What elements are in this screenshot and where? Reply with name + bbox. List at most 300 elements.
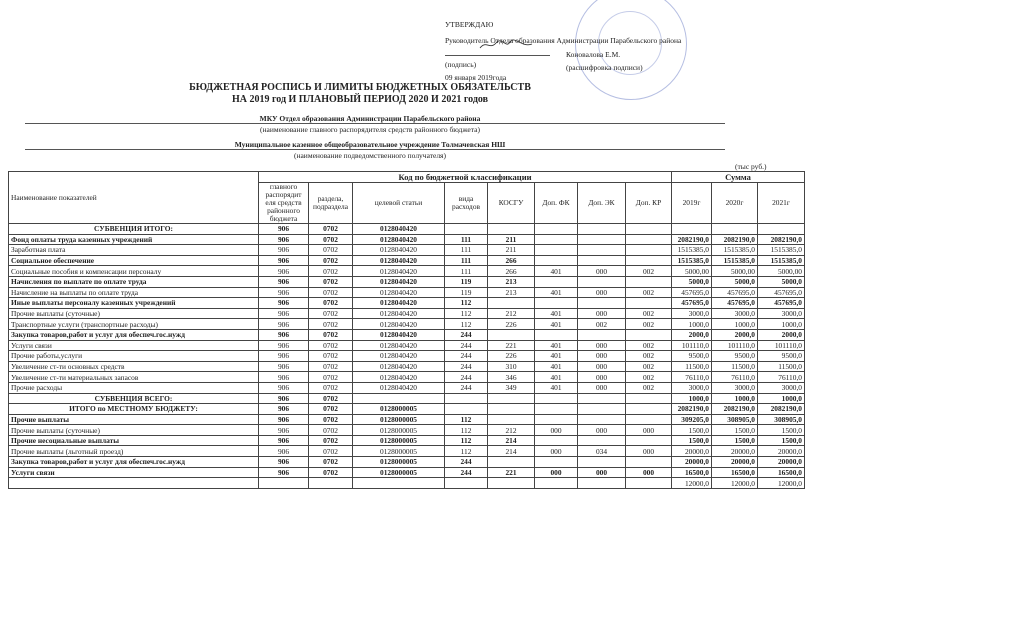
doc-title-line2: НА 2019 год И ПЛАНОВЫЙ ПЕРИОД 2020 И 2021 годов	[231, 94, 489, 105]
row-cell: 906	[259, 287, 309, 298]
row-cell	[535, 329, 578, 340]
row-cell: 457695,0	[672, 287, 712, 298]
row-cell: 213	[488, 276, 535, 287]
signature-name: Коновалова Е.М.	[566, 50, 621, 59]
row-cell: 0702	[309, 372, 353, 383]
row-cell: 20000,0	[758, 457, 805, 468]
row-cell: 906	[259, 467, 309, 478]
table-row	[9, 414, 805, 425]
doc-title-line1: БЮДЖЕТНАЯ РОСПИСЬ И ЛИМИТЫ БЮДЖЕТНЫХ ОБЯЗАТЕЛЬСТВ	[189, 82, 531, 93]
row-cell: 0702	[309, 435, 353, 446]
row-cell	[626, 255, 672, 266]
row-cell	[535, 457, 578, 468]
col-header: 2019г	[672, 183, 712, 224]
table-row	[9, 245, 805, 256]
row-cell: 214	[488, 435, 535, 446]
row-cell: 5000,0	[758, 276, 805, 287]
row-name: Услуги связи	[9, 340, 259, 351]
row-cell: 2082190,0	[758, 234, 805, 245]
row-cell	[758, 224, 805, 235]
row-cell: 3000,0	[758, 382, 805, 393]
row-cell: 1500,0	[712, 435, 758, 446]
row-cell: 0128040420	[353, 382, 445, 393]
row-cell: 1500,0	[672, 425, 712, 436]
row-cell	[578, 245, 626, 256]
row-cell: 1515385,0	[672, 255, 712, 266]
row-name: СУБВЕНЦИЯ ИТОГО:	[9, 224, 259, 235]
row-name: ИТОГО по МЕСТНОМУ БЮДЖЕТУ:	[9, 404, 259, 415]
row-cell: 101110,0	[758, 340, 805, 351]
row-cell	[626, 234, 672, 245]
row-cell: 266	[488, 266, 535, 277]
row-cell: 1000,0	[672, 319, 712, 330]
row-cell	[626, 478, 672, 489]
row-cell: 2000,0	[712, 329, 758, 340]
approve-date: 09 января 2019года	[445, 73, 507, 82]
row-cell: 1500,0	[758, 425, 805, 436]
row-cell: 112	[445, 446, 488, 457]
row-cell	[578, 298, 626, 309]
row-cell: 266	[488, 255, 535, 266]
row-cell: 5000,00	[672, 266, 712, 277]
col-header: вида расходов	[445, 183, 488, 224]
row-cell	[626, 298, 672, 309]
row-cell: 310	[488, 361, 535, 372]
table-row	[9, 255, 805, 266]
row-cell: 0128040420	[353, 308, 445, 319]
row-cell: 906	[259, 319, 309, 330]
table-row	[9, 287, 805, 298]
row-cell	[578, 234, 626, 245]
code-group-header: Код по бюджетной классификации	[259, 172, 672, 183]
row-cell	[353, 393, 445, 404]
row-cell: 0702	[309, 446, 353, 457]
row-cell: 906	[259, 340, 309, 351]
row-cell: 16500,0	[758, 467, 805, 478]
row-cell: 002	[626, 319, 672, 330]
row-cell: 906	[259, 393, 309, 404]
row-cell	[535, 478, 578, 489]
row-cell	[626, 393, 672, 404]
row-cell: 0128040420	[353, 361, 445, 372]
row-cell	[488, 329, 535, 340]
col-name-header: Наименование показателей	[9, 172, 259, 224]
row-cell: 214	[488, 446, 535, 457]
row-cell: 0128040420	[353, 329, 445, 340]
row-cell: 244	[445, 351, 488, 362]
row-cell: 346	[488, 372, 535, 383]
row-cell: 76110,0	[758, 372, 805, 383]
col-header: 2021г	[758, 183, 805, 224]
row-cell	[578, 393, 626, 404]
row-cell: 1000,0	[672, 393, 712, 404]
row-cell: 0128000005	[353, 446, 445, 457]
table-row	[9, 457, 805, 468]
row-cell	[445, 478, 488, 489]
row-cell: 0702	[309, 287, 353, 298]
row-cell: 12000,0	[712, 478, 758, 489]
row-cell: 212	[488, 425, 535, 436]
row-cell: 906	[259, 414, 309, 425]
row-cell: 457695,0	[758, 298, 805, 309]
row-cell: 906	[259, 276, 309, 287]
row-cell: 906	[259, 372, 309, 383]
row-cell: 0702	[309, 382, 353, 393]
recipient-name: Муниципальное казенное общеобразовательное учреждение Толмачевская НШ	[234, 140, 506, 149]
row-name: Прочие выплаты (льготный проезд)	[9, 446, 259, 457]
col-header: Доп. ЭК	[578, 183, 626, 224]
sum-group-header	[672, 172, 805, 183]
col-header: Доп. ФК	[535, 183, 578, 224]
row-cell: 906	[259, 224, 309, 235]
row-cell: 906	[259, 435, 309, 446]
row-cell: 2082190,0	[712, 234, 758, 245]
row-name: Увеличение ст-ти материальных запасов	[9, 372, 259, 383]
row-cell: 000	[578, 372, 626, 383]
row-cell: 212	[488, 308, 535, 319]
row-cell: 002	[578, 319, 626, 330]
col-header: Доп. КР	[626, 183, 672, 224]
recipient-rule	[25, 149, 725, 150]
row-cell: 401	[535, 266, 578, 277]
table-row	[9, 224, 805, 235]
row-cell	[578, 478, 626, 489]
row-cell	[488, 224, 535, 235]
row-cell	[535, 298, 578, 309]
table-row	[9, 340, 805, 351]
row-cell: 000	[535, 467, 578, 478]
row-name: СУБВЕНЦИЯ ВСЕГО:	[9, 393, 259, 404]
row-cell: 0128040420	[353, 224, 445, 235]
row-cell: 401	[535, 372, 578, 383]
row-name	[9, 478, 259, 489]
col-header: главного распорядит еля средств районного бюджета	[259, 183, 309, 224]
row-cell	[535, 255, 578, 266]
row-cell: 1515385,0	[712, 255, 758, 266]
row-cell: 16500,0	[672, 467, 712, 478]
row-cell: 000	[626, 467, 672, 478]
row-cell: 101110,0	[712, 340, 758, 351]
row-cell: 002	[626, 361, 672, 372]
head-position: Руководитель Отдела образования Администрации Парабельского района	[445, 36, 682, 45]
row-cell: 0128040420	[353, 245, 445, 256]
row-cell: 906	[259, 382, 309, 393]
row-cell: 0128000005	[353, 467, 445, 478]
row-cell: 000	[578, 361, 626, 372]
col-header: КОСГУ	[488, 183, 535, 224]
units-label: (тыс руб.)	[735, 162, 767, 171]
row-name: Услуги связи	[9, 467, 259, 478]
row-name: Начисления по выплате по оплате труда	[9, 276, 259, 287]
budget-table	[8, 171, 805, 489]
row-cell: 5000,0	[712, 276, 758, 287]
manager-caption: (наименование главного распорядителя средств районного бюджета)	[260, 125, 480, 134]
col-header: раздела, подраздела	[309, 183, 353, 224]
row-cell: 457695,0	[758, 287, 805, 298]
row-cell	[626, 457, 672, 468]
row-cell: 0128040420	[353, 287, 445, 298]
row-cell: 76110,0	[672, 372, 712, 383]
row-cell: 0128000005	[353, 435, 445, 446]
row-cell: 12000,0	[672, 478, 712, 489]
row-cell: 401	[535, 340, 578, 351]
row-cell: 2000,0	[758, 329, 805, 340]
row-cell: 3000,0	[672, 308, 712, 319]
table-row	[9, 382, 805, 393]
row-cell: 112	[445, 308, 488, 319]
row-cell	[578, 255, 626, 266]
row-cell: 1000,0	[712, 393, 758, 404]
row-cell: 0702	[309, 245, 353, 256]
row-cell: 000	[578, 266, 626, 277]
table-row	[9, 276, 805, 287]
row-cell: 0702	[309, 255, 353, 266]
row-name: Прочие выплаты	[9, 414, 259, 425]
row-name: Увеличение ст-ти основных средств	[9, 361, 259, 372]
row-cell: 0702	[309, 298, 353, 309]
row-name: Фонд оплаты труда казенных учреждений	[9, 234, 259, 245]
row-cell: 226	[488, 319, 535, 330]
row-cell: 76110,0	[712, 372, 758, 383]
row-cell: 244	[445, 457, 488, 468]
row-cell: 0128000005	[353, 425, 445, 436]
row-cell	[535, 404, 578, 415]
row-cell: 906	[259, 457, 309, 468]
row-cell: 0128000005	[353, 414, 445, 425]
row-cell: 226	[488, 351, 535, 362]
row-cell: 11500,0	[712, 361, 758, 372]
row-cell: 1500,0	[672, 435, 712, 446]
row-cell: 0702	[309, 457, 353, 468]
row-name: Прочие несоциальные выплаты	[9, 435, 259, 446]
row-cell: 2000,0	[672, 329, 712, 340]
row-cell: 906	[259, 266, 309, 277]
row-cell: 0702	[309, 361, 353, 372]
row-cell: 000	[535, 425, 578, 436]
row-cell: 906	[259, 308, 309, 319]
row-cell: 401	[535, 287, 578, 298]
manager-rule	[25, 123, 725, 124]
row-cell	[535, 224, 578, 235]
row-cell	[626, 435, 672, 446]
table-row	[9, 266, 805, 277]
row-name: Закупка товаров,работ и услуг для обеспеч.гос.нужд	[9, 329, 259, 340]
row-cell: 401	[535, 319, 578, 330]
table-row	[9, 329, 805, 340]
table-row	[9, 425, 805, 436]
row-cell: 119	[445, 287, 488, 298]
sum-group-label: Сумма	[725, 171, 751, 182]
row-cell	[535, 414, 578, 425]
table-row	[9, 372, 805, 383]
row-cell: 0128040420	[353, 298, 445, 309]
row-cell	[626, 329, 672, 340]
row-cell: 000	[626, 446, 672, 457]
row-cell	[309, 478, 353, 489]
row-cell: 244	[445, 340, 488, 351]
row-cell: 0128040420	[353, 266, 445, 277]
table-row	[9, 361, 805, 372]
row-cell: 002	[626, 266, 672, 277]
row-cell: 000	[626, 425, 672, 436]
row-name: Социальное обеспечение	[9, 255, 259, 266]
manager-name: МКУ Отдел образования Администрации Парабельского района	[259, 114, 481, 123]
row-cell: 002	[626, 287, 672, 298]
row-cell	[488, 404, 535, 415]
row-cell: 000	[578, 425, 626, 436]
row-cell: 12000,0	[758, 478, 805, 489]
row-cell: 112	[445, 414, 488, 425]
row-cell: 0128040420	[353, 372, 445, 383]
table-row	[9, 393, 805, 404]
row-cell: 401	[535, 308, 578, 319]
row-cell: 0128040420	[353, 340, 445, 351]
row-cell: 002	[626, 351, 672, 362]
row-cell: 2082190,0	[712, 404, 758, 415]
row-cell: 11500,0	[672, 361, 712, 372]
table-row	[9, 319, 805, 330]
row-cell: 0702	[309, 266, 353, 277]
row-cell: 002	[626, 308, 672, 319]
row-cell: 221	[488, 340, 535, 351]
row-cell: 0128000005	[353, 457, 445, 468]
row-cell: 906	[259, 351, 309, 362]
row-cell: 906	[259, 245, 309, 256]
row-cell: 3000,0	[672, 382, 712, 393]
row-cell	[578, 457, 626, 468]
row-name: Прочие работы,услуги	[9, 351, 259, 362]
row-name: Прочие выплаты (суточные)	[9, 308, 259, 319]
row-cell	[535, 234, 578, 245]
row-cell: 0702	[309, 234, 353, 245]
row-cell: 221	[488, 467, 535, 478]
row-cell	[445, 404, 488, 415]
row-cell	[445, 224, 488, 235]
row-cell	[535, 276, 578, 287]
row-cell: 002	[626, 382, 672, 393]
table-row	[9, 446, 805, 457]
table-row	[9, 298, 805, 309]
row-cell: 002	[626, 372, 672, 383]
row-cell: 211	[488, 234, 535, 245]
row-cell	[488, 414, 535, 425]
row-cell	[445, 393, 488, 404]
row-cell: 0702	[309, 425, 353, 436]
row-cell: 0702	[309, 276, 353, 287]
table-row	[9, 467, 805, 478]
row-cell: 111	[445, 255, 488, 266]
row-cell: 0128040420	[353, 351, 445, 362]
row-cell	[353, 478, 445, 489]
signature-line	[445, 55, 550, 56]
row-name: Начисление на выплаты по оплате труда	[9, 287, 259, 298]
row-cell: 1500,0	[712, 425, 758, 436]
row-name: Транспортные услуги (транспортные расходы)	[9, 319, 259, 330]
col-header: 2020г	[712, 183, 758, 224]
row-cell	[535, 435, 578, 446]
row-cell: 244	[445, 329, 488, 340]
row-cell	[488, 393, 535, 404]
row-cell: 5000,0	[672, 276, 712, 287]
row-cell: 0702	[309, 414, 353, 425]
row-cell	[259, 478, 309, 489]
row-cell	[578, 404, 626, 415]
row-name: Иные выплаты персоналу казенных учреждений	[9, 298, 259, 309]
row-cell: 111	[445, 234, 488, 245]
row-cell: 112	[445, 298, 488, 309]
row-cell	[578, 435, 626, 446]
row-cell: 906	[259, 425, 309, 436]
row-cell: 906	[259, 446, 309, 457]
row-cell: 0702	[309, 224, 353, 235]
row-cell: 1515385,0	[712, 245, 758, 256]
col-header: целевой статьи	[353, 183, 445, 224]
row-cell: 1000,0	[758, 319, 805, 330]
row-cell: 0128000005	[353, 404, 445, 415]
row-cell: 9500,0	[758, 351, 805, 362]
row-name: Прочие выплаты (суточные)	[9, 425, 259, 436]
row-cell: 20000,0	[672, 457, 712, 468]
row-cell: 9500,0	[672, 351, 712, 362]
row-cell: 16500,0	[712, 467, 758, 478]
row-cell: 0702	[309, 351, 353, 362]
row-cell: 309205,0	[672, 414, 712, 425]
row-cell	[488, 478, 535, 489]
row-cell	[626, 224, 672, 235]
row-cell: 5000,00	[712, 266, 758, 277]
table-row	[9, 478, 805, 489]
row-cell: 20000,0	[712, 446, 758, 457]
row-cell: 112	[445, 435, 488, 446]
row-cell: 101110,0	[672, 340, 712, 351]
row-cell: 2082190,0	[758, 404, 805, 415]
row-cell: 5000,00	[758, 266, 805, 277]
row-cell: 211	[488, 245, 535, 256]
table-row	[9, 351, 805, 362]
row-cell	[488, 298, 535, 309]
row-cell: 112	[445, 425, 488, 436]
row-cell: 9500,0	[712, 351, 758, 362]
row-cell: 0702	[309, 393, 353, 404]
row-cell: 2082190,0	[672, 404, 712, 415]
signature-caption: (подпись)	[445, 60, 477, 69]
row-cell	[488, 457, 535, 468]
row-cell	[578, 329, 626, 340]
row-cell: 906	[259, 404, 309, 415]
row-cell: 20000,0	[712, 457, 758, 468]
row-cell	[535, 393, 578, 404]
row-cell: 112	[445, 319, 488, 330]
row-cell: 1500,0	[758, 435, 805, 446]
row-cell: 000	[535, 446, 578, 457]
row-cell	[672, 224, 712, 235]
row-cell: 000	[578, 382, 626, 393]
table-row	[9, 435, 805, 446]
table-row	[9, 308, 805, 319]
row-cell: 3000,0	[758, 308, 805, 319]
row-cell: 000	[578, 308, 626, 319]
row-cell	[578, 276, 626, 287]
row-cell: 2082190,0	[672, 234, 712, 245]
row-cell: 111	[445, 245, 488, 256]
row-cell: 0702	[309, 319, 353, 330]
row-cell: 0702	[309, 467, 353, 478]
row-cell: 0702	[309, 329, 353, 340]
row-cell: 906	[259, 298, 309, 309]
row-cell: 1515385,0	[758, 255, 805, 266]
row-cell: 3000,0	[712, 382, 758, 393]
row-cell: 0702	[309, 308, 353, 319]
